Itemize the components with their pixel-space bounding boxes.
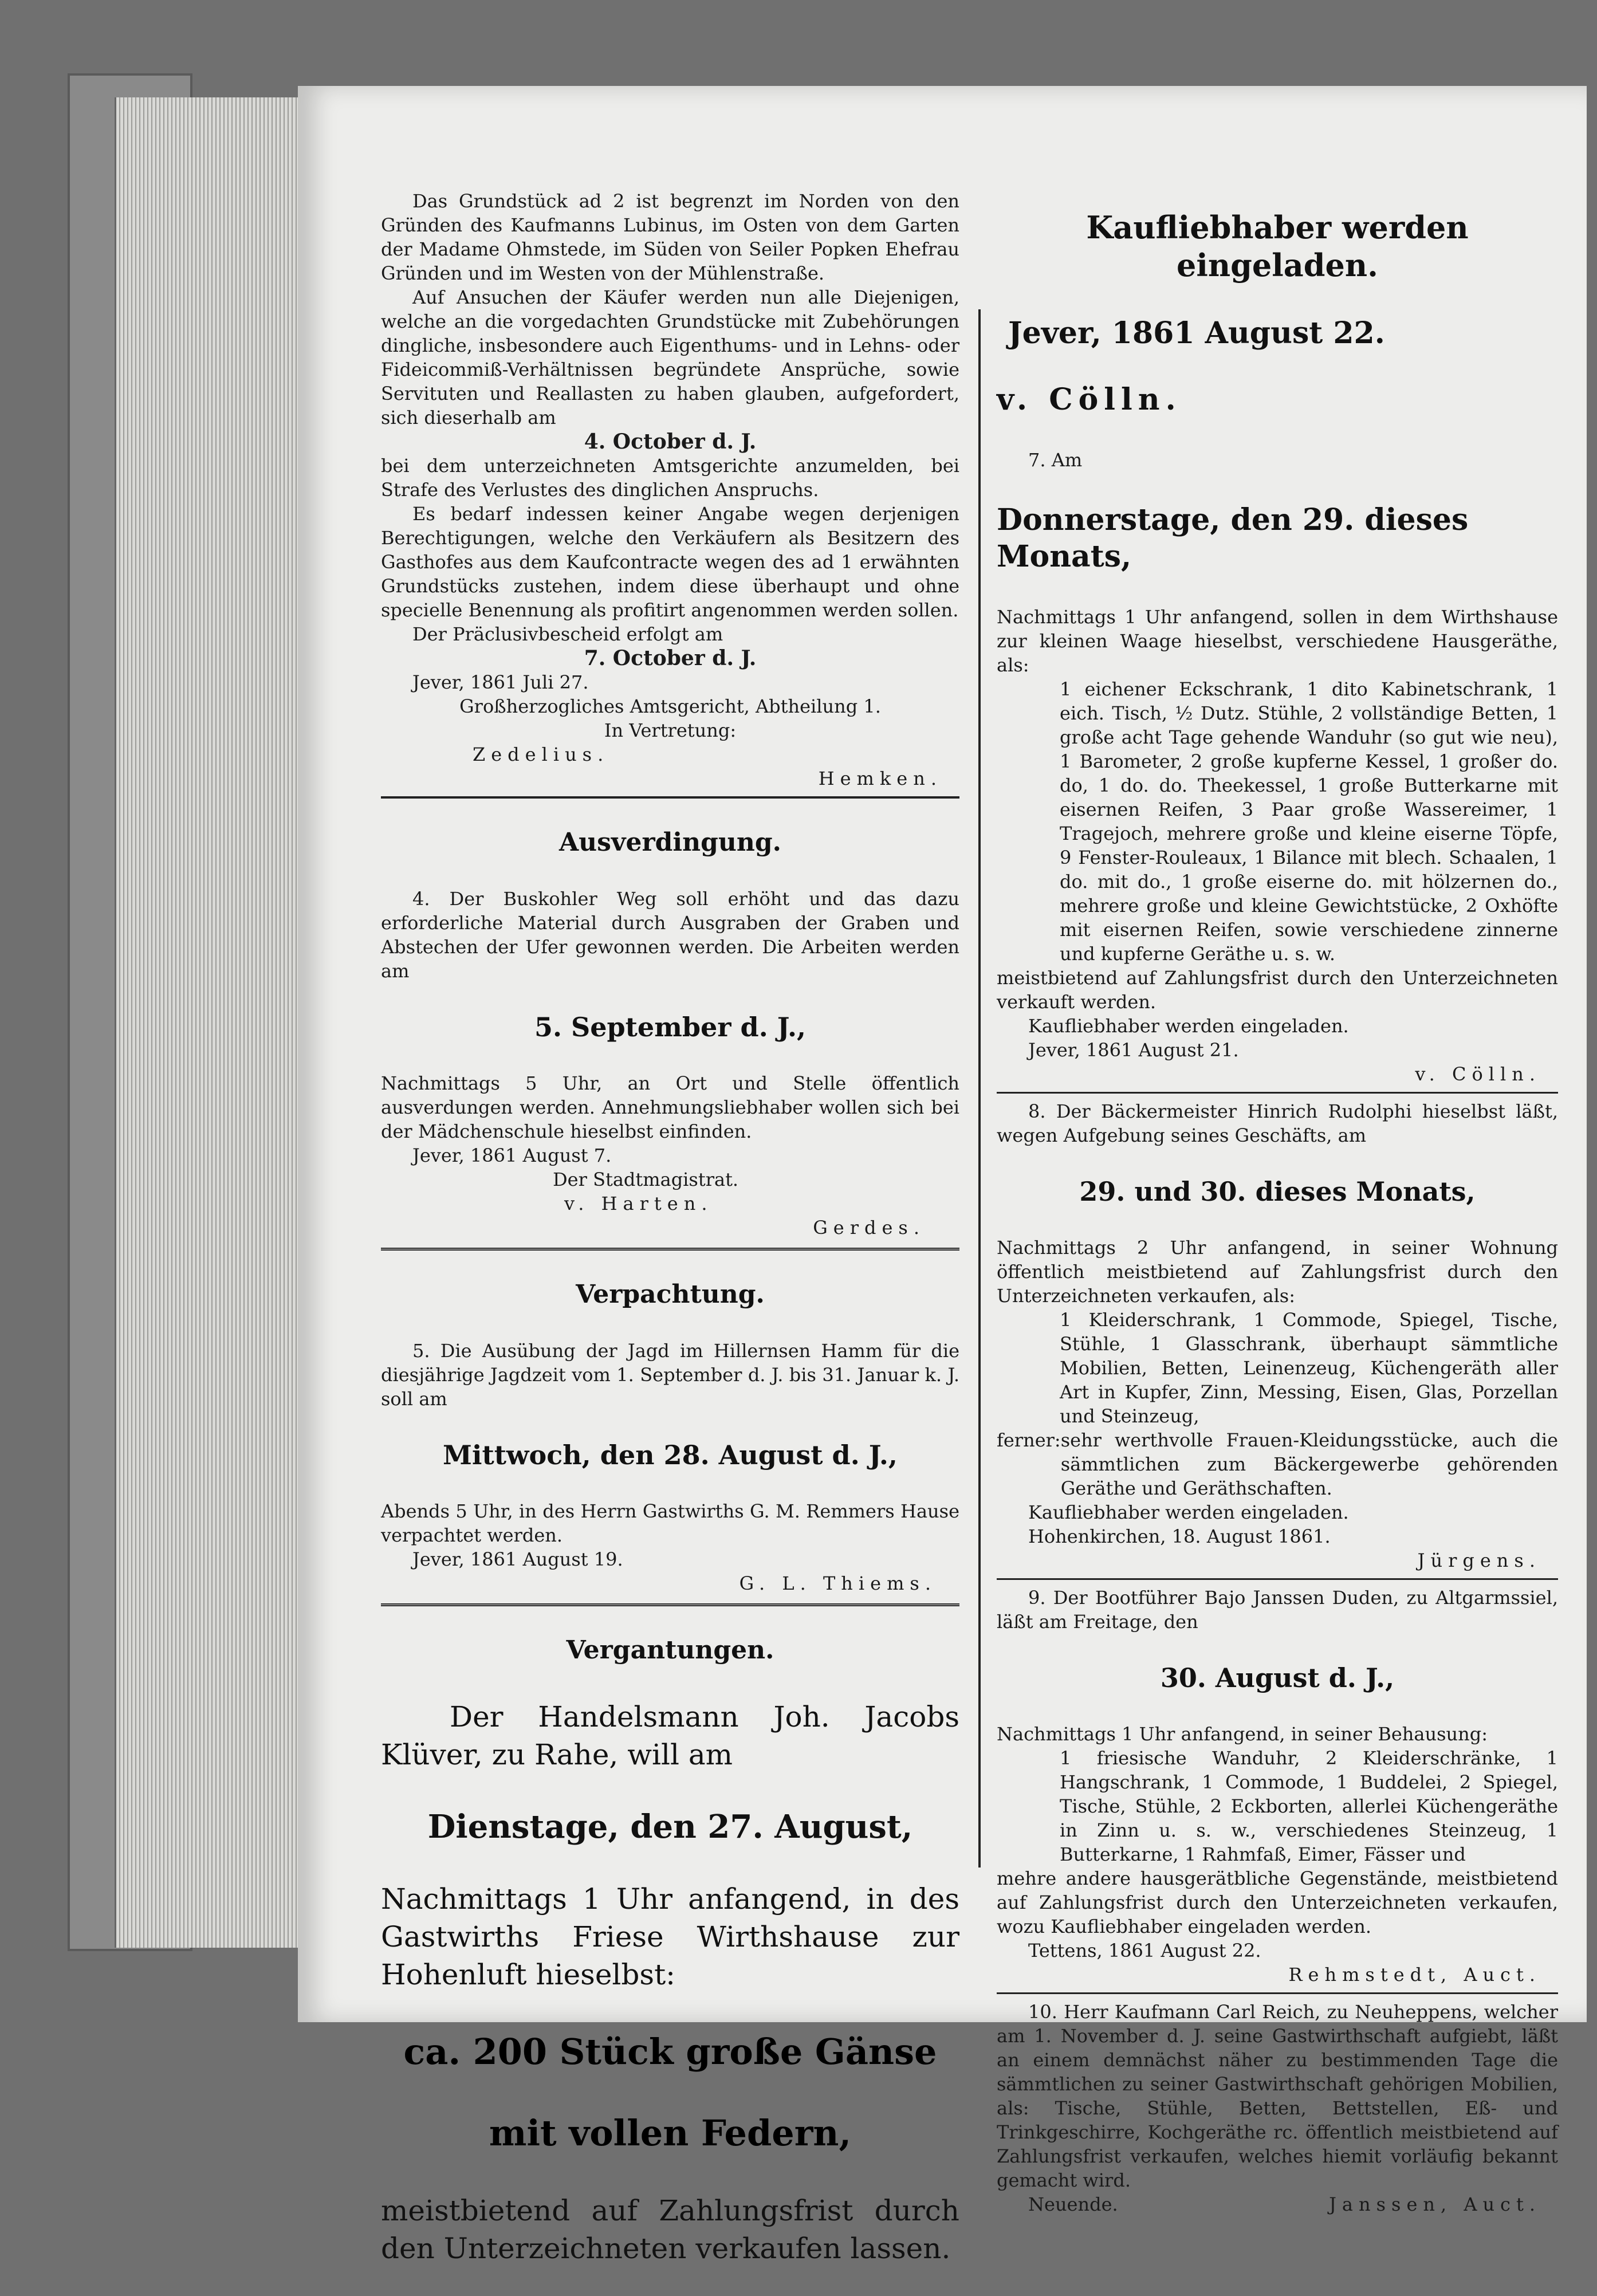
large-item: ca. 200 Stück große Gänse	[403, 2031, 937, 2073]
signature: Gerdes.	[813, 1217, 925, 1239]
divider	[997, 1992, 1558, 1994]
signature: v. Cölln.	[997, 382, 1182, 417]
heading-line: Jever, 1861 August 22.	[1008, 316, 1385, 351]
signature: v. Harten.	[564, 1193, 713, 1214]
paragraph: 5. Die Ausübung der Jagd im Hillernsen Hamm für die diesjährige Jagdzeit vom 1. September d. J. bis 31. Januar k. J. soll am	[381, 1340, 959, 1410]
paragraph: 8. Der Bäckermeister Hinrich Rudolphi hieselbst läßt, wegen Aufgebung seines Geschäfts, am	[997, 1100, 1558, 1146]
section-heading: Ausverdingung.	[559, 828, 781, 857]
signature: Zedelius.	[473, 744, 609, 765]
paragraph: Nachmittags 1 Uhr anfangend, sollen in dem Wirthshause zur kleinen Waage hieselbst, verschiedene Hausgeräthe, als:	[997, 606, 1558, 676]
deadline-date: 4. October d. J.	[584, 430, 757, 454]
divider	[381, 796, 959, 799]
signature: G. L. Thiems.	[739, 1572, 937, 1594]
ferner-text: sehr werthvolle Frauen-Kleidungsstücke, auch die sämmtlichen zum Bäckergewerbe gehörenden Geräthe und Geräthschaften.	[1060, 1429, 1558, 1499]
invitation: Kaufliebhaber werden eingeladen.	[1028, 1501, 1349, 1523]
representation-label: In Vertretung:	[604, 720, 737, 741]
divider	[381, 1603, 959, 1606]
place-date: Jever, 1861 Juli 27.	[412, 671, 589, 693]
divider	[381, 1248, 959, 1251]
place: Neuende.	[1028, 2193, 1118, 2215]
item-list: 1 eichener Eckschrank, 1 dito Kabinetschrank, 1 eich. Tisch, ½ Dutz. Stühle, 2 vollständige Betten, 1 große acht Tage gehende Wanduhr (so gut wie neu), 1 Barometer, 2 große kupferne Kessel, 1 großer do. do, 1 do. do. Theekessel, 1 große Butterkarne mit eisernen Reifen, 3 Paar große Wassereimer, 1 Tragejoch, mehrere große und kleine eiserne Töpfe, 9 Fenster-Rouleaux, 1 Bilance mit blech. Schaalen, 1 do. mit do., 1 große eiserne do. mit hölzernen do., mehrere große und kleine Gewichtstücke, 2 Oxhöfte mit eisernen Reifen, sowie verschiedene zinnerne und kupferne Geräthe u. s. w.	[1060, 678, 1558, 965]
item-number: 7. Am	[1028, 449, 1083, 471]
paragraph: 10. Herr Kaufmann Carl Reich, zu Neuheppens, welcher am 1. November d. J. seine Gastwirthschaft aufgiebt, läßt an einem demnächst näher zu bestimmenden Tage die sämmtlichen zu seiner Gastwirthschaft gehörigen Mobilien, als: Tische, Stühle, Betten, Bettstellen, Eß- und Trinkgeschirre, Kochgeräthe rc. öffentlich meistbietend auf Zahlungsfrist verkaufen, welches hiemit vorläufig bekannt gemacht wird.	[997, 2001, 1558, 2191]
signature: Janssen, Auct.	[1329, 2193, 1541, 2215]
auction-date: 29. und 30. dieses Monats,	[1079, 1176, 1476, 1207]
paragraph: 9. Der Bootführer Bajo Janssen Duden, zu Altgarmssiel, läßt am Freitage, den	[997, 1587, 1558, 1633]
paragraph: Nachmittags 1 Uhr anfangend, in seiner Behausung:	[997, 1723, 1488, 1745]
divider	[997, 1578, 1558, 1580]
authority: Der Stadtmagistrat.	[553, 1169, 739, 1190]
left-column	[381, 189, 959, 2296]
auction-date: Donnerstage, den 29. dieses Monats,	[997, 502, 1469, 574]
large-date: Dienstage, den 27. August,	[427, 1808, 913, 1846]
signature: Jürgens.	[1417, 1550, 1541, 1571]
large-announcement: Der Handelsmann Joh. Jacobs Klüver, zu Rahe, will am	[381, 1700, 959, 1771]
large-item: mit vollen Federn,	[489, 2112, 852, 2154]
signature: Rehmstedt, Auct.	[1288, 1964, 1541, 1986]
divider	[997, 1092, 1558, 1094]
column-divider	[978, 309, 981, 1868]
deadline-date: 7. October d. J.	[584, 646, 757, 670]
paragraph: 4. Der Buskohler Weg soll erhöht und das dazu erforderliche Material durch Ausgraben der Graben und Abstechen der Ufer gewonnen werden. Die Arbeiten werden am	[381, 888, 959, 982]
paragraph: Abends 5 Uhr, in des Herrn Gastwirths G. M. Remmers Hause verpachtet werden.	[381, 1500, 959, 1546]
place-date: Jever, 1861 August 19.	[412, 1548, 623, 1570]
place-date: Jever, 1861 August 21.	[1028, 1039, 1239, 1061]
place-date: Hohenkirchen, 18. August 1861.	[1028, 1526, 1331, 1547]
page-edges	[115, 97, 305, 1948]
paragraph: Auf Ansuchen der Käufer werden nun alle Diejenigen, welche an die vorgedachten Grundstücke mit Zubehörungen dingliche, insbesondere auch Eigenthums- und in Lehns- oder Fideicommiß-Verhältnissen begründete Ansprüche, sowie Servituten und Reallasten zu haben glauben, aufgefordert, sich dieserhalb am	[381, 286, 959, 428]
section-heading: Verpachtung.	[576, 1280, 765, 1309]
deadline-date: 5. September d. J.,	[534, 1012, 806, 1043]
large-announcement: meistbietend auf Zahlungsfrist durch den Unterzeichneten verkaufen lassen.	[381, 2194, 959, 2265]
closing-row	[997, 2192, 1558, 2216]
section-heading: Vergantungen.	[566, 1635, 774, 1665]
court-name: Großherzogliches Amtsgericht, Abtheilung 1.	[459, 695, 881, 717]
place-date: Jever, 1861 August 7.	[412, 1145, 612, 1166]
item-list: 1 Kleiderschrank, 1 Commode, Spiegel, Tische, Stühle, 1 Glasschrank, überhaupt sämmtliche Mobilien, Betten, Leinenzeug, Küchengeräth aller Art in Kupfer, Zinn, Messing, Eisen, Glas, Porzellan und Steinzeug,	[1060, 1309, 1558, 1427]
paragraph: meistbietend auf Zahlungsfrist durch den Unterzeichneten verkauft werden.	[997, 967, 1558, 1013]
paragraph: mehre andere hausgerätbliche Gegenstände, meistbietend auf Zahlungsfrist durch den Unterzeichneten verkaufen, wozu Kaufliebhaber eingeladen werden.	[997, 1868, 1558, 1937]
paragraph: Nachmittags 2 Uhr anfangend, in seiner Wohnung öffentlich meistbietend auf Zahlungsfrist durch den Unterzeichneten verkaufen, als:	[997, 1237, 1558, 1307]
signature: Hemken.	[818, 768, 942, 789]
paragraph: Das Grundstück ad 2 ist begrenzt im Norden von den Gründen des Kaufmanns Lubinus, im Osten von dem Garten der Madame Ohmstede, im Süden von Seiler Popken Ehefrau Gründen und im Westen von der Mühlenstraße.	[381, 190, 959, 284]
deadline-date: Mittwoch, den 28. August d. J.,	[443, 1440, 898, 1471]
item-list: 1 friesische Wanduhr, 2 Kleiderschränke, 1 Hangschrank, 1 Commode, 1 Buddelei, 2 Spiegel, Tische, Stühle, 2 Eckborten, allerlei Küchengeräthe in Zinn u. s. w., verschiedenes Steinzeug, 1 Butterkarne, 1 Rahmfaß, Eimer, Fässer und	[1060, 1747, 1558, 1865]
auction-date: 30. August d. J.,	[1160, 1662, 1395, 1693]
place-date: Tettens, 1861 August 22.	[1028, 1940, 1261, 1961]
paragraph: Es bedarf indessen keiner Angabe wegen derjenigen Berechtigungen, welche den Verkäufern als Besitzern des Gasthofes aus dem Kaufcontracte wegen des ad 1 erwähnten Grundstücks zustehen, indem diese überhaupt und ohne specielle Benennung als profitirt angenommen werden sollen.	[381, 503, 959, 621]
large-announcement: Nachmittags 1 Uhr anfangend, in des Gastwirths Friese Wirthshause zur Hohenluft hieselbst:	[381, 1882, 959, 1991]
ferner-row	[997, 1428, 1558, 1500]
paragraph: Nachmittags 5 Uhr, an Ort und Stelle öffentlich ausverdungen werden. Annehmungsliebhaber wollen sich bei der Mädchenschule hieselbst einfinden.	[381, 1072, 959, 1142]
paragraph: bei dem unterzeichneten Amtsgerichte anzumelden, bei Strafe des Verlustes des dinglichen Anspruchs.	[381, 455, 959, 501]
signature: v. Cölln.	[1415, 1063, 1541, 1085]
heading-line: Kaufliebhaber werden eingeladen.	[1086, 209, 1469, 284]
paragraph: Der Präclusivbescheid erfolgt am	[412, 623, 723, 645]
right-column	[997, 178, 1558, 2216]
ferner-label: ferner:	[997, 1429, 1061, 1451]
invitation: Kaufliebhaber werden eingeladen.	[1028, 1015, 1349, 1037]
